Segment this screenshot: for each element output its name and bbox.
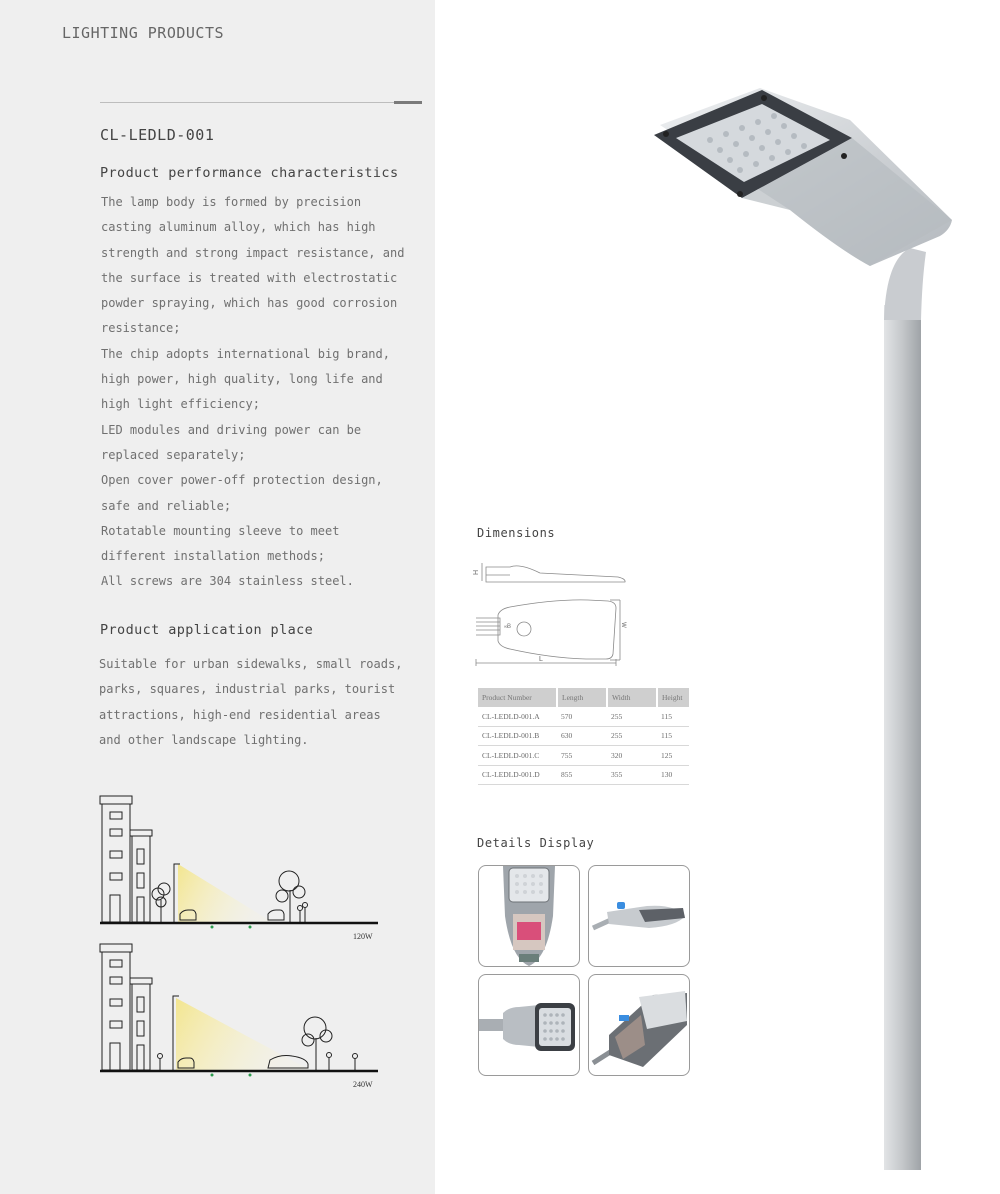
application-text: Suitable for urban sidewalks, small roads, parks, squares, industrial parks, tourist attractions, high-end residential areas and other landscape lighting. <box>99 657 403 747</box>
column-header: Height <box>657 688 689 707</box>
street-diagram-240w <box>96 940 386 1094</box>
table-cell: CL-LEDLD-001.A <box>478 707 557 726</box>
application-heading: Product application place <box>100 622 314 638</box>
table-cell: 755 <box>557 746 607 766</box>
table-cell: 115 <box>657 726 689 746</box>
table-cell: 630 <box>557 726 607 746</box>
table-cell: 255 <box>607 707 657 726</box>
street-diagram-120w <box>96 792 386 946</box>
feature-item: The chip adopts international big brand, high power, high quality, long life and high light efficiency; <box>101 346 390 412</box>
table-cell: 125 <box>657 746 689 766</box>
feature-item: Open cover power-off protection design, safe and reliable; <box>101 473 383 513</box>
street-lamp-product-image <box>640 80 970 1179</box>
feature-item: LED modules and driving power can be replaced separately; <box>101 422 362 462</box>
column-header: Width <box>607 688 657 707</box>
svg-text:∞: ∞ <box>504 624 508 630</box>
svg-text:B: B <box>507 624 512 630</box>
feature-item: The lamp body is formed by precision casting aluminum alloy, which has high strength and strong impact resistance, and the surface is treated with electrostatic powder spraying, which has good corrosion resistance; <box>101 195 405 336</box>
table-cell: 855 <box>557 765 607 785</box>
street-lighting-illustration <box>96 792 386 942</box>
table-cell: CL-LEDLD-001.C <box>478 746 557 766</box>
table-cell: 355 <box>607 765 657 785</box>
performance-heading: Product performance characteristics <box>100 165 399 181</box>
table-cell: 570 <box>557 707 607 726</box>
table-cell: CL-LEDLD-001.B <box>478 726 557 746</box>
table-cell: 115 <box>657 707 689 726</box>
column-header: Product Number <box>478 688 557 707</box>
dim-w-label: W <box>619 622 626 628</box>
dimensions-heading: Dimensions <box>477 526 556 540</box>
table-cell: 130 <box>657 765 689 785</box>
feature-item: All screws are 304 stainless steel. <box>101 574 354 589</box>
table-cell: CL-LEDLD-001.D <box>478 765 557 785</box>
feature-list <box>101 190 411 595</box>
page-header-title: LIGHTING PRODUCTS <box>62 24 225 42</box>
diagram-power-label: 120W <box>353 932 373 941</box>
table-cell: 255 <box>607 726 657 746</box>
column-header: Length <box>557 688 607 707</box>
diagram-power-label: 240W <box>353 1080 373 1089</box>
header-divider <box>100 102 422 103</box>
dim-l-label: L <box>539 656 543 663</box>
street-lamp-svg <box>640 80 970 1175</box>
dimension-drawing <box>470 555 640 674</box>
dim-h-label: H <box>473 569 481 576</box>
street-lighting-illustration <box>96 940 386 1090</box>
product-model: CL-LEDLD-001 <box>100 126 215 144</box>
detail-image-internal[interactable] <box>478 865 580 967</box>
details-heading: Details Display <box>477 836 595 850</box>
table-cell: 320 <box>607 746 657 766</box>
dimension-drawing-svg <box>470 555 640 670</box>
detail-image-top[interactable] <box>478 974 580 1076</box>
divider-accent <box>394 101 422 104</box>
feature-item: Rotatable mounting sleeve to meet different installation methods; <box>101 523 340 564</box>
